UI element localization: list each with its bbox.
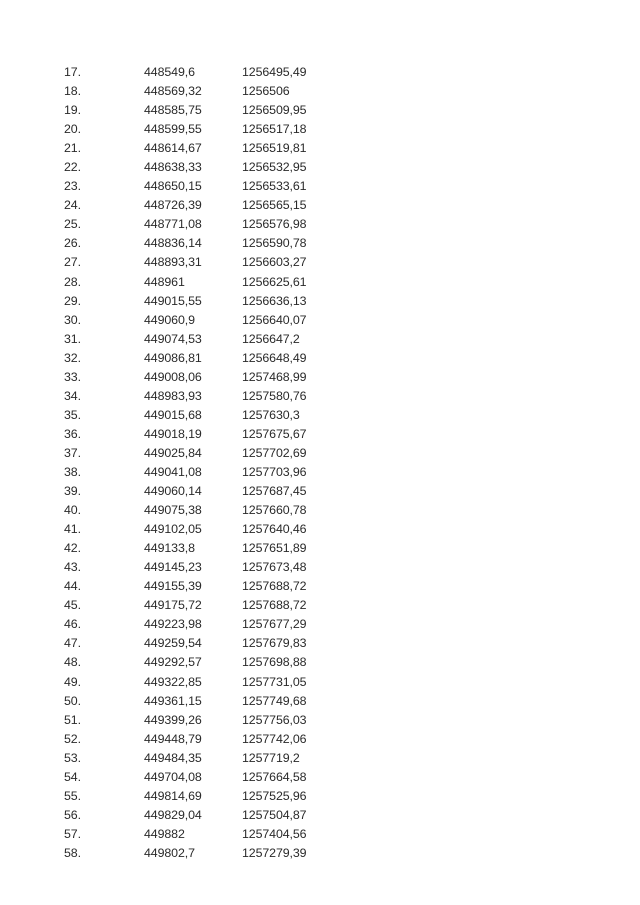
table-row bbox=[64, 292, 362, 311]
point-number-cell: 46. bbox=[64, 617, 81, 632]
y-coordinate-cell: 1257677,29 bbox=[242, 617, 307, 632]
table-row bbox=[64, 234, 362, 253]
table-row bbox=[64, 425, 362, 444]
x-coordinate-cell: 448614,67 bbox=[144, 141, 202, 156]
x-coordinate-cell: 448585,75 bbox=[144, 103, 202, 118]
y-coordinate-cell: 1257651,89 bbox=[242, 541, 307, 556]
point-number-cell: 35. bbox=[64, 407, 81, 422]
x-coordinate-cell: 449018,19 bbox=[144, 426, 202, 441]
x-coordinate-cell: 449102,05 bbox=[144, 522, 202, 537]
x-coordinate-cell: 449074,53 bbox=[144, 331, 202, 346]
table-row bbox=[64, 406, 362, 425]
point-number-cell: 43. bbox=[64, 560, 81, 575]
table-row bbox=[64, 273, 362, 292]
x-coordinate-cell: 448836,14 bbox=[144, 236, 202, 251]
x-coordinate-cell: 449145,23 bbox=[144, 560, 202, 575]
x-coordinate-cell: 448549,6 bbox=[144, 65, 195, 79]
table-row bbox=[64, 463, 362, 482]
table-row bbox=[64, 444, 362, 463]
table-row bbox=[64, 215, 362, 234]
x-coordinate-cell: 448961 bbox=[144, 274, 185, 289]
table-row bbox=[64, 63, 362, 82]
table-row bbox=[64, 615, 362, 634]
point-number-cell: 42. bbox=[64, 541, 81, 556]
point-number-cell: 40. bbox=[64, 503, 81, 518]
point-number-cell: 50. bbox=[64, 693, 81, 708]
x-coordinate-cell: 449802,7 bbox=[144, 845, 195, 860]
y-coordinate-cell: 1257504,87 bbox=[242, 807, 307, 822]
y-coordinate-cell: 1257640,46 bbox=[242, 522, 307, 537]
y-coordinate-cell: 1257731,05 bbox=[242, 674, 307, 689]
y-coordinate-cell: 1256590,78 bbox=[242, 236, 307, 251]
point-number-cell: 29. bbox=[64, 293, 81, 308]
table-row bbox=[64, 768, 362, 787]
y-coordinate-cell: 1257703,96 bbox=[242, 464, 307, 479]
point-number-cell: 33. bbox=[64, 369, 81, 384]
table-row bbox=[64, 330, 362, 349]
point-number-cell: 54. bbox=[64, 769, 81, 784]
point-number-cell: 53. bbox=[64, 750, 81, 765]
table-row bbox=[64, 501, 362, 520]
y-coordinate-cell: 1257660,78 bbox=[242, 503, 307, 518]
point-number-cell: 45. bbox=[64, 598, 81, 613]
point-number-cell: 32. bbox=[64, 350, 81, 365]
x-coordinate-cell: 449060,9 bbox=[144, 312, 195, 327]
table-row bbox=[64, 844, 362, 863]
point-number-cell: 49. bbox=[64, 674, 81, 689]
x-coordinate-cell: 449484,35 bbox=[144, 750, 202, 765]
y-coordinate-cell: 1257687,45 bbox=[242, 484, 307, 499]
point-number-cell: 56. bbox=[64, 807, 81, 822]
x-coordinate-cell: 449008,06 bbox=[144, 369, 202, 384]
table-row bbox=[64, 673, 362, 692]
x-coordinate-cell: 448650,15 bbox=[144, 179, 202, 194]
table-row bbox=[64, 692, 362, 711]
point-number-cell: 24. bbox=[64, 198, 81, 213]
x-coordinate-cell: 449015,68 bbox=[144, 407, 202, 422]
x-coordinate-cell: 448893,31 bbox=[144, 255, 202, 270]
x-coordinate-cell: 449814,69 bbox=[144, 788, 202, 803]
x-coordinate-cell: 449292,57 bbox=[144, 655, 202, 670]
y-coordinate-cell: 1256648,49 bbox=[242, 350, 307, 365]
y-coordinate-cell: 1257468,99 bbox=[242, 369, 307, 384]
point-number-cell: 44. bbox=[64, 579, 81, 594]
x-coordinate-cell: 448599,55 bbox=[144, 122, 202, 137]
table-row bbox=[64, 139, 362, 158]
table-row bbox=[64, 349, 362, 368]
y-coordinate-cell: 1257675,67 bbox=[242, 426, 307, 441]
y-coordinate-cell: 1257580,76 bbox=[242, 388, 307, 403]
y-coordinate-cell: 1256517,18 bbox=[242, 122, 307, 137]
point-number-cell: 57. bbox=[64, 826, 81, 841]
point-number-cell: 31. bbox=[64, 331, 81, 346]
point-number-cell: 37. bbox=[64, 445, 81, 460]
y-coordinate-cell: 1256636,13 bbox=[242, 293, 307, 308]
y-coordinate-cell: 1256519,81 bbox=[242, 141, 307, 156]
x-coordinate-cell: 449223,98 bbox=[144, 617, 202, 632]
y-coordinate-cell: 1256506 bbox=[242, 84, 290, 99]
point-number-cell: 47. bbox=[64, 636, 81, 651]
table-row bbox=[64, 730, 362, 749]
x-coordinate-cell: 449075,38 bbox=[144, 503, 202, 518]
y-coordinate-cell: 1256533,61 bbox=[242, 179, 307, 194]
point-number-cell: 51. bbox=[64, 712, 81, 727]
y-coordinate-cell: 1257702,69 bbox=[242, 445, 307, 460]
point-number-cell: 27. bbox=[64, 255, 81, 270]
x-coordinate-cell: 448638,33 bbox=[144, 160, 202, 175]
table-row bbox=[64, 825, 362, 844]
table-row bbox=[64, 368, 362, 387]
point-number-cell: 58. bbox=[64, 845, 81, 860]
table-row bbox=[64, 806, 362, 825]
y-coordinate-cell: 1256576,98 bbox=[242, 217, 307, 232]
point-number-cell: 30. bbox=[64, 312, 81, 327]
x-coordinate-cell: 449086,81 bbox=[144, 350, 202, 365]
y-coordinate-cell: 1256640,07 bbox=[242, 312, 307, 327]
table-row bbox=[64, 101, 362, 120]
y-coordinate-cell: 1257404,56 bbox=[242, 826, 307, 841]
x-coordinate-cell: 449015,55 bbox=[144, 293, 202, 308]
table-row bbox=[64, 253, 362, 272]
coordinates-table bbox=[64, 63, 362, 863]
point-number-cell: 48. bbox=[64, 655, 81, 670]
table-row bbox=[64, 177, 362, 196]
y-coordinate-cell: 1257698,88 bbox=[242, 655, 307, 670]
point-number-cell: 55. bbox=[64, 788, 81, 803]
y-coordinate-cell: 1257688,72 bbox=[242, 598, 307, 613]
table-row bbox=[64, 387, 362, 406]
table-row bbox=[64, 653, 362, 672]
table-row bbox=[64, 482, 362, 501]
x-coordinate-cell: 449133,8 bbox=[144, 541, 195, 556]
point-number-cell: 26. bbox=[64, 236, 81, 251]
x-coordinate-cell: 448726,39 bbox=[144, 198, 202, 213]
point-number-cell: 18. bbox=[64, 84, 81, 99]
y-coordinate-cell: 1257525,96 bbox=[242, 788, 307, 803]
table-row bbox=[64, 577, 362, 596]
point-number-cell: 34. bbox=[64, 388, 81, 403]
coordinates-table-body bbox=[64, 63, 362, 863]
point-number-cell: 17. bbox=[64, 65, 81, 79]
y-coordinate-cell: 1257664,58 bbox=[242, 769, 307, 784]
table-row bbox=[64, 634, 362, 653]
table-row bbox=[64, 520, 362, 539]
y-coordinate-cell: 1256532,95 bbox=[242, 160, 307, 175]
y-coordinate-cell: 1257630,3 bbox=[242, 407, 300, 422]
x-coordinate-cell: 449060,14 bbox=[144, 484, 202, 499]
x-coordinate-cell: 449448,79 bbox=[144, 731, 202, 746]
x-coordinate-cell: 449259,54 bbox=[144, 636, 202, 651]
point-number-cell: 38. bbox=[64, 464, 81, 479]
y-coordinate-cell: 1256625,61 bbox=[242, 274, 307, 289]
table-row bbox=[64, 82, 362, 101]
x-coordinate-cell: 449829,04 bbox=[144, 807, 202, 822]
table-row bbox=[64, 120, 362, 139]
table-row bbox=[64, 787, 362, 806]
table-row bbox=[64, 749, 362, 768]
point-number-cell: 39. bbox=[64, 484, 81, 499]
table-row bbox=[64, 539, 362, 558]
table-row bbox=[64, 196, 362, 215]
x-coordinate-cell: 449399,26 bbox=[144, 712, 202, 727]
y-coordinate-cell: 1256603,27 bbox=[242, 255, 307, 270]
table-row bbox=[64, 711, 362, 730]
x-coordinate-cell: 448569,32 bbox=[144, 84, 202, 99]
y-coordinate-cell: 1257719,2 bbox=[242, 750, 300, 765]
table-row bbox=[64, 311, 362, 330]
y-coordinate-cell: 1256495,49 bbox=[242, 65, 307, 79]
x-coordinate-cell: 448983,93 bbox=[144, 388, 202, 403]
y-coordinate-cell: 1257756,03 bbox=[242, 712, 307, 727]
x-coordinate-cell: 449704,08 bbox=[144, 769, 202, 784]
x-coordinate-cell: 449882 bbox=[144, 826, 185, 841]
y-coordinate-cell: 1257688,72 bbox=[242, 579, 307, 594]
x-coordinate-cell: 449175,72 bbox=[144, 598, 202, 613]
y-coordinate-cell: 1257749,68 bbox=[242, 693, 307, 708]
x-coordinate-cell: 449155,39 bbox=[144, 579, 202, 594]
point-number-cell: 21. bbox=[64, 141, 81, 156]
table-row bbox=[64, 558, 362, 577]
x-coordinate-cell: 449025,84 bbox=[144, 445, 202, 460]
point-number-cell: 20. bbox=[64, 122, 81, 137]
x-coordinate-cell: 449361,15 bbox=[144, 693, 202, 708]
x-coordinate-cell: 449322,85 bbox=[144, 674, 202, 689]
y-coordinate-cell: 1256509,95 bbox=[242, 103, 307, 118]
y-coordinate-cell: 1257279,39 bbox=[242, 845, 307, 860]
point-number-cell: 25. bbox=[64, 217, 81, 232]
point-number-cell: 28. bbox=[64, 274, 81, 289]
point-number-cell: 23. bbox=[64, 179, 81, 194]
x-coordinate-cell: 449041,08 bbox=[144, 464, 202, 479]
y-coordinate-cell: 1257742,06 bbox=[242, 731, 307, 746]
x-coordinate-cell: 448771,08 bbox=[144, 217, 202, 232]
point-number-cell: 22. bbox=[64, 160, 81, 175]
point-number-cell: 19. bbox=[64, 103, 81, 118]
y-coordinate-cell: 1257679,83 bbox=[242, 636, 307, 651]
point-number-cell: 41. bbox=[64, 522, 81, 537]
y-coordinate-cell: 1257673,48 bbox=[242, 560, 307, 575]
table-row bbox=[64, 158, 362, 177]
point-number-cell: 36. bbox=[64, 426, 81, 441]
table-row bbox=[64, 596, 362, 615]
point-number-cell: 52. bbox=[64, 731, 81, 746]
y-coordinate-cell: 1256565,15 bbox=[242, 198, 307, 213]
y-coordinate-cell: 1256647,2 bbox=[242, 331, 300, 346]
